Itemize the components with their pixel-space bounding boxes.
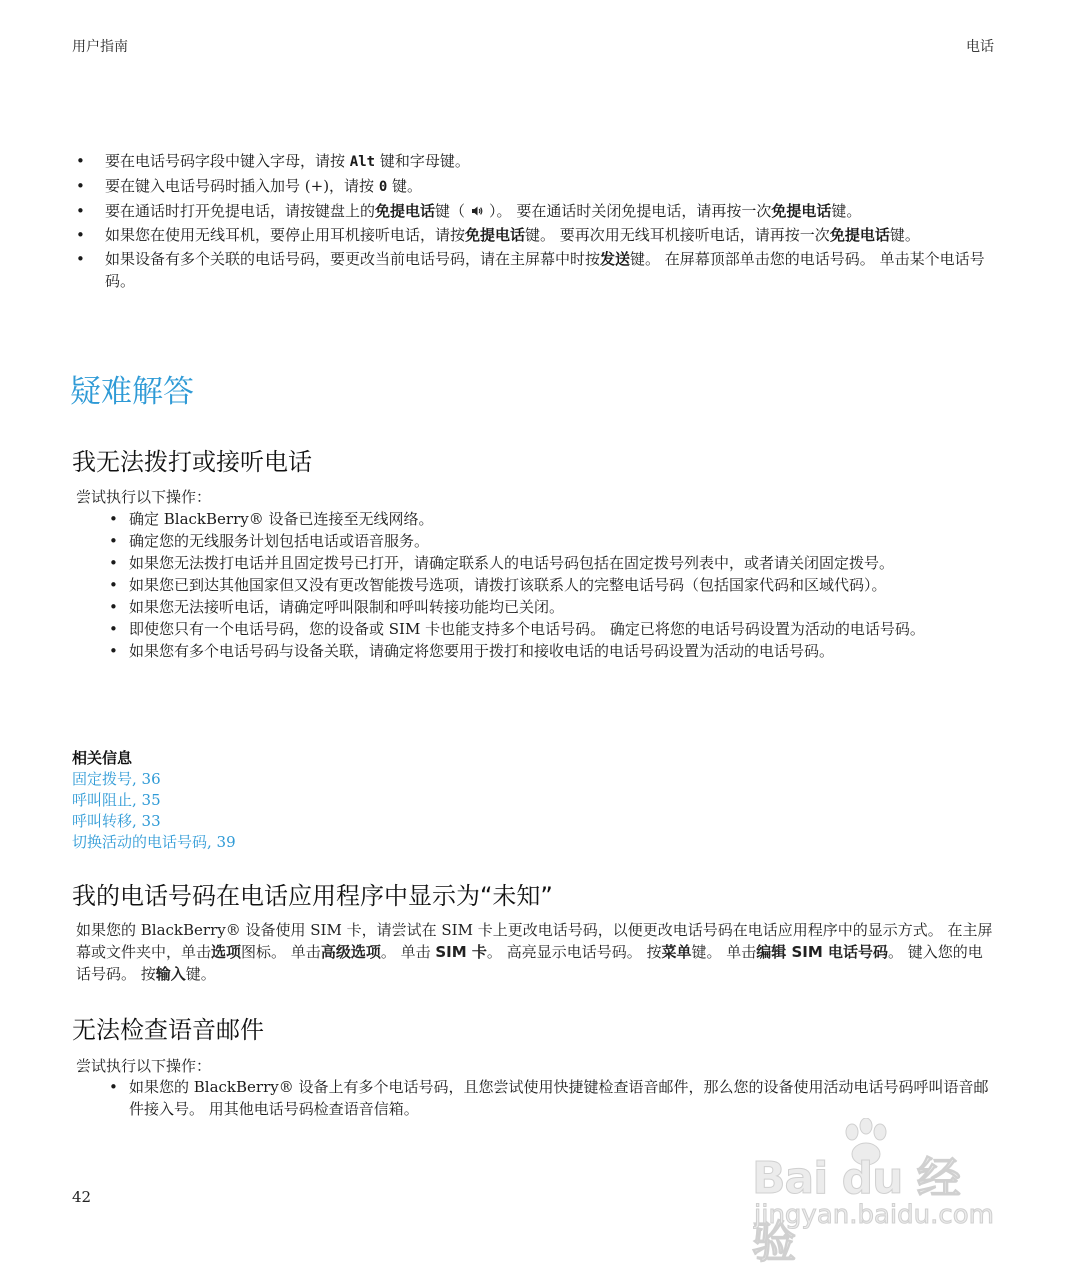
key-name: 发送 — [600, 250, 631, 268]
related-link-call-blocking[interactable]: 呼叫阻止, 35 — [72, 791, 161, 809]
related-link-switch-active-number[interactable]: 切换活动的电话号码, 39 — [72, 833, 236, 851]
related-info — [72, 748, 236, 853]
troubleshoot-list — [104, 1076, 999, 1120]
ui-term: 选项 — [211, 943, 242, 961]
list-item: • 确定 BlackBerry® 设备已连接至无线网络。 — [104, 508, 999, 530]
related-link-call-forwarding[interactable]: 呼叫转移, 33 — [72, 812, 161, 830]
list-item: • 确定您的无线服务计划包括电话或语音服务。 — [104, 530, 999, 552]
list-item: • 要在电话号码字段中键入字母，请按 Alt 键和字母键。 — [72, 150, 997, 173]
watermark-logo-text: Bai du 经验 — [752, 1153, 960, 1268]
page-number: 42 — [72, 1188, 92, 1206]
topic-title: 无法检查语音邮件 — [72, 1016, 264, 1044]
list-item: • 如果您在使用无线耳机，要停止用耳机接听电话，请按免提电话键。 要再次用无线耳机接听电话，请再按一次免提电话键。 — [72, 224, 997, 246]
baidu-watermark — [752, 1118, 1002, 1268]
key-name: 0 — [378, 179, 388, 195]
speaker-icon — [471, 205, 483, 217]
header-guide-title: 用户指南 — [72, 39, 128, 55]
list-item: • 如果您无法接听电话，请确定呼叫限制和呼叫转接功能均已关闭。 — [104, 596, 999, 618]
lead-text: 尝试执行以下操作： — [76, 488, 212, 506]
list-item: • 如果设备有多个关联的电话号码，要更改当前电话号码，请在主屏幕中时按发送键。 在屏幕顶部单击您的电话号码。 单击某个电话号码。 — [72, 248, 997, 292]
watermark-url: jingyan.baidu.com — [754, 1200, 994, 1230]
lead-text: 尝试执行以下操作： — [76, 1057, 212, 1075]
related-link-fixed-dialing[interactable]: 固定拨号, 36 — [72, 770, 161, 788]
key-name: 免提电话 — [829, 226, 890, 244]
list-item: • 要在通话时打开免提电话，请按键盘上的免提电话键（ ）。 要在通话时关闭免提电话，请再按一次免提电话键。 — [72, 200, 997, 222]
list-item: • 如果您已到达其他国家但又没有更改智能拨号选项，请拨打该联系人的完整电话号码（包括国家代码和区域代码）。 — [104, 574, 999, 596]
key-name: 免提电话 — [375, 202, 436, 220]
troubleshoot-list — [104, 508, 999, 662]
ui-term: 菜单 — [661, 943, 692, 961]
ui-term: SIM 卡 — [435, 943, 487, 961]
list-item: • 如果您的 BlackBerry® 设备上有多个电话号码，且您尝试使用快捷键检查语音邮件，那么您的设备使用活动电话号码呼叫语音邮件接入号。 用其他电话号码检查语音信箱。 — [104, 1076, 999, 1120]
topic-paragraph: 如果您的 BlackBerry® 设备使用 SIM 卡，请尝试在 SIM 卡上更改电话号码，以便更改电话号码在电话应用程序中的显示方式。 在主屏幕或文件夹中，单击选项图标。 单击高级选项。 单击 SIM 卡。 高亮显示电话号码。 按菜单键。 单击编辑 SIM 电话号码。 键入您的电话号码。 按输入键。 — [76, 921, 993, 983]
intro-bullet-list — [72, 150, 997, 294]
related-info-title: 相关信息 — [72, 749, 133, 767]
ui-term: 编辑 SIM 电话号码 — [756, 943, 889, 961]
list-item: • 要在键入电话号码时插入加号 (+)，请按 0 键。 — [72, 175, 997, 198]
list-item: • 即使您只有一个电话号码，您的设备或 SIM 卡也能支持多个电话号码。 确定已将您的电话号码设置为活动的电话号码。 — [104, 618, 999, 640]
list-item: • 如果您无法拨打电话并且固定拨号已打开，请确定联系人的电话号码包括在固定拨号列表中，或者请关闭固定拨号。 — [104, 552, 999, 574]
ui-term: 高级选项 — [320, 943, 381, 961]
key-name: Alt — [349, 154, 376, 170]
list-item: • 如果您有多个电话号码与设备关联，请确定将您要用于拨打和接收电话的电话号码设置为活动的电话号码。 — [104, 640, 999, 662]
header-chapter-title: 电话 — [966, 39, 994, 55]
key-name: 免提电话 — [465, 226, 526, 244]
ui-term: 输入 — [155, 965, 186, 983]
key-name: 免提电话 — [771, 202, 832, 220]
topic-title: 我的电话号码在电话应用程序中显示为“未知” — [72, 882, 553, 910]
section-title: 疑难解答 — [70, 374, 194, 410]
topic-title: 我无法拨打或接听电话 — [72, 448, 312, 476]
